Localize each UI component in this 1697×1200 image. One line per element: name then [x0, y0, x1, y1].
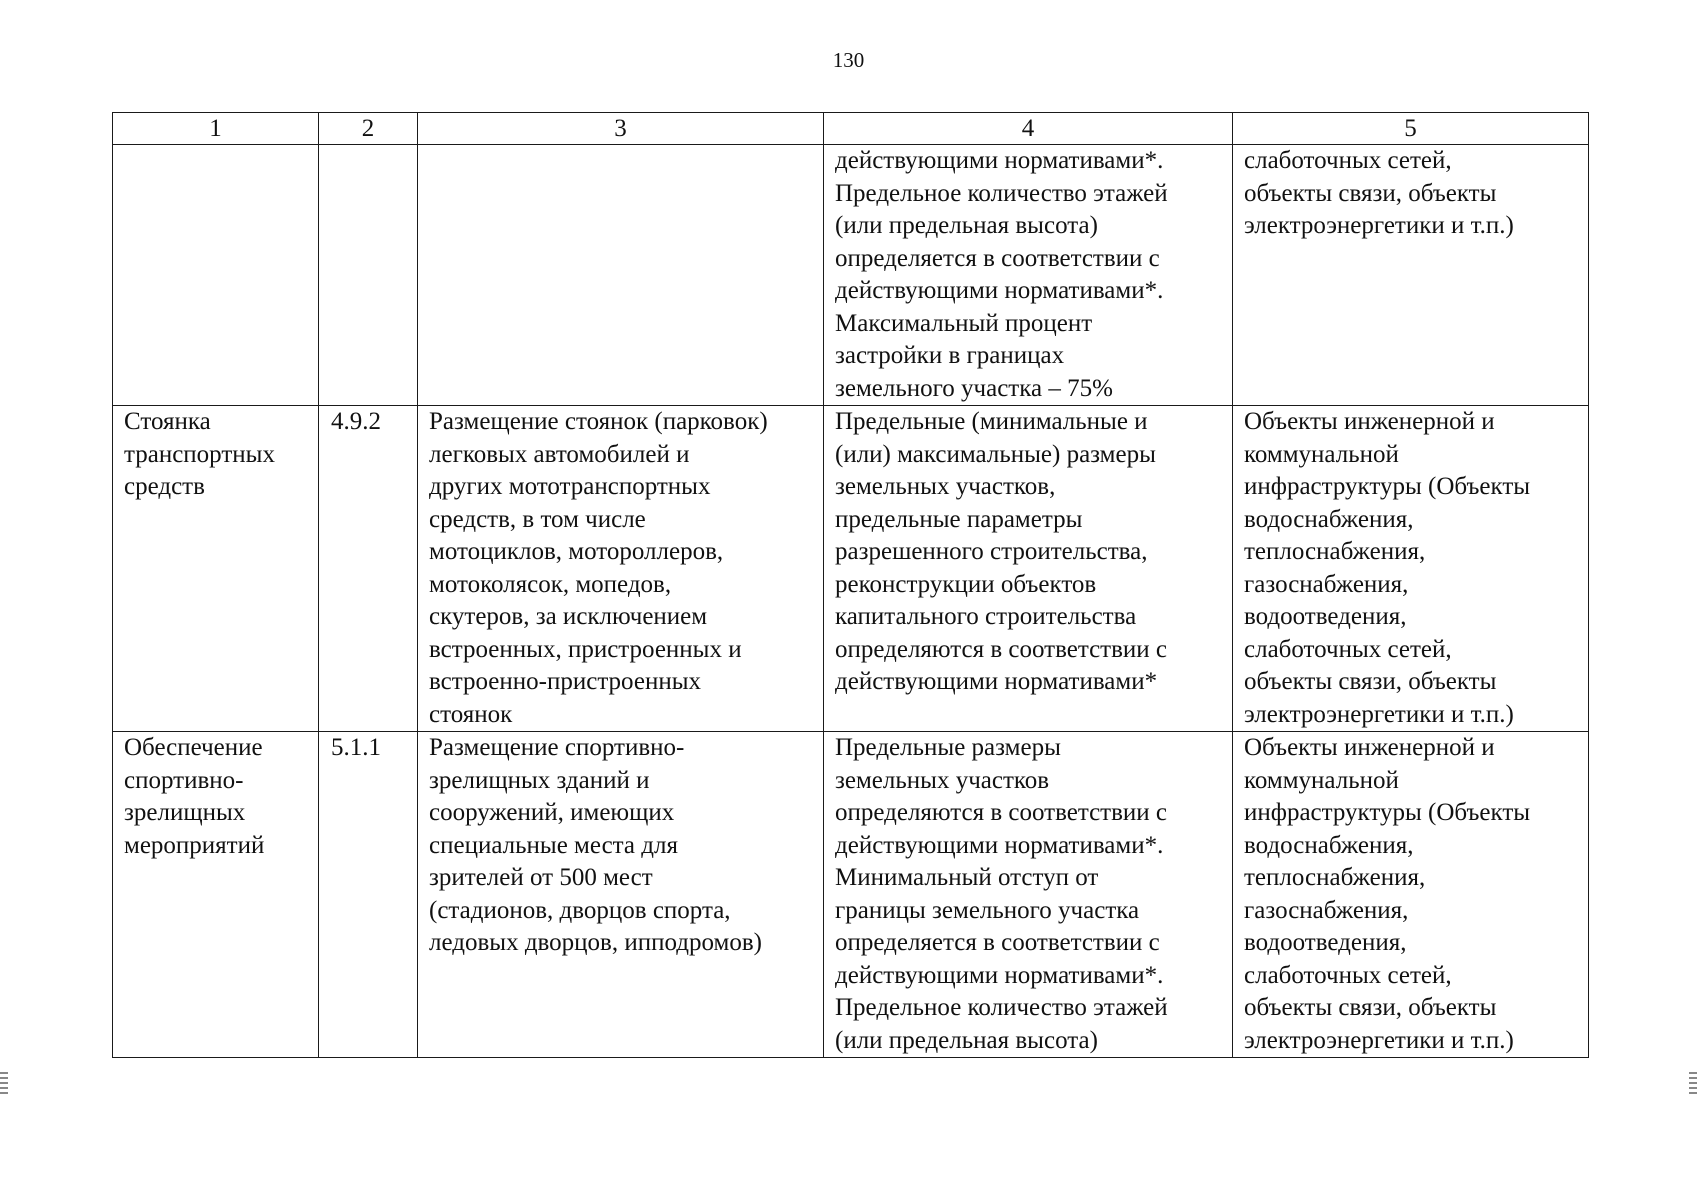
page-number: 130 [832, 48, 865, 72]
cell-auxiliary-uses: Объекты инженерной и коммунальной инфраструктуры (Объекты водоснабжения, теплоснабжения, газоснабжения, водоотведения, слаботочных сетей, объекты связи, объекты электроэнергетики и т.п.) [1233, 732, 1589, 1058]
right-edge-mark [1689, 1072, 1697, 1094]
column-header-4: 4 [824, 113, 1233, 145]
table-row [113, 145, 1589, 406]
column-header-2: 2 [319, 113, 418, 145]
cell-use-code [319, 145, 418, 406]
left-edge-mark [0, 1072, 8, 1094]
column-header-5: 5 [1233, 113, 1589, 145]
cell-use-parameters: действующими нормативами*. Предельное количество этажей (или предельная высота) определяется в соответствии с действующими нормативами*. Максимальный процент застройки в границах земельного участка – 75% [824, 145, 1233, 406]
cell-use-name [113, 145, 319, 406]
cell-use-parameters: Предельные размеры земельных участков определяются в соответствии с действующими нормативами*. Минимальный отступ от границы земельного участка определяется в соответствии с действующими нормативами*. Предельное количество этажей (или предельная высота) [824, 732, 1233, 1058]
land-use-table [112, 112, 1589, 1058]
table-row [113, 732, 1589, 1058]
cell-use-code: 5.1.1 [319, 732, 418, 1058]
cell-use-description: Размещение спортивно- зрелищных зданий и сооружений, имеющих специальные места для зрителей от 500 мест (стадионов, дворцов спорта, ледовых дворцов, ипподромов) [418, 732, 824, 1058]
cell-use-description: Размещение стоянок (парковок) легковых автомобилей и других мототранспортных средств, в том числе мотоциклов, мотороллеров, мотоколясок, мопедов, скутеров, за исключением встроенных, пристроенных и встроенно-пристроенных стоянок [418, 406, 824, 732]
cell-use-name: Стоянка транспортных средств [113, 406, 319, 732]
cell-use-code: 4.9.2 [319, 406, 418, 732]
cell-use-description [418, 145, 824, 406]
column-header-3: 3 [418, 113, 824, 145]
cell-auxiliary-uses: слаботочных сетей, объекты связи, объекты электроэнергетики и т.п.) [1233, 145, 1589, 406]
cell-use-name: Обеспечение спортивно- зрелищных мероприятий [113, 732, 319, 1058]
table-row [113, 406, 1589, 732]
column-header-1: 1 [113, 113, 319, 145]
cell-use-parameters: Предельные (минимальные и (или) максимальные) размеры земельных участков, предельные параметры разрешенного строительства, реконструкции объектов капитального строительства определяются в соответствии с действующими нормативами* [824, 406, 1233, 732]
table-header-row [113, 113, 1589, 145]
cell-auxiliary-uses: Объекты инженерной и коммунальной инфраструктуры (Объекты водоснабжения, теплоснабжения, газоснабжения, водоотведения, слаботочных сетей, объекты связи, объекты электроэнергетики и т.п.) [1233, 406, 1589, 732]
